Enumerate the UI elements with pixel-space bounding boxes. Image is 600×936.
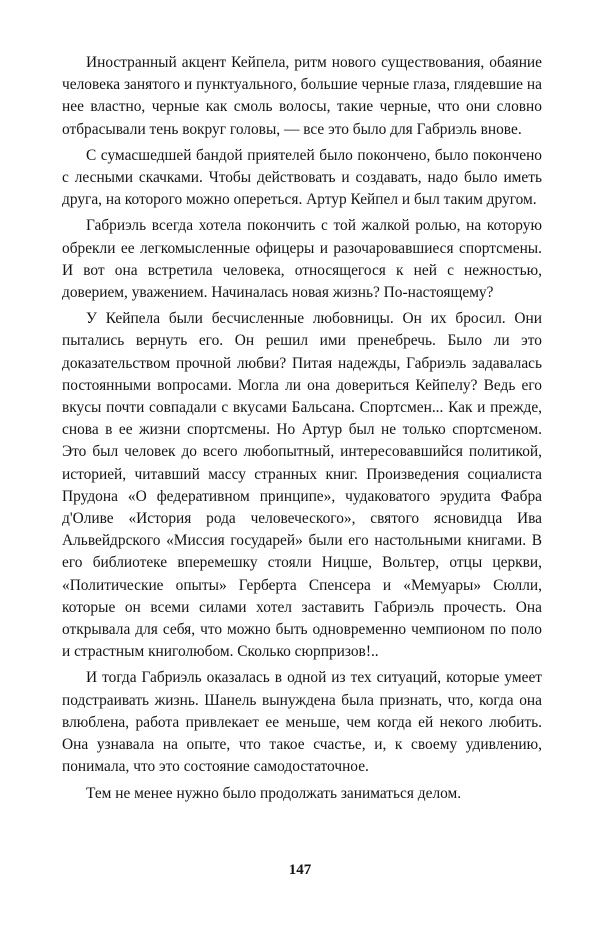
paragraph: Иностранный акцент Кейпела, ритм нового существования, обаяние человека занятого и пунктуального, большие черные глаза, глядевшие на нее властно, черные как смоль волосы, такие черные, что они словно отбрасывали тень вокруг головы, — все это было для Габриэль вновe.: [62, 54, 542, 138]
paragraph: Габриэль всегда хотела покончить с той жалкой ролью, на которую обрекли ее легкомысленные офицеры и разочаровавшиеся спортсмены. И вот она встретила человека, относящегося к ней с нежностью, доверием, уважением. Начиналась новая жизнь? По-настоящему?: [62, 217, 542, 302]
page-number: 147: [288, 862, 312, 878]
paragraph: У Кейпела были бесчисленные любовницы. Он их бросил. Они пытались вернуть его. Он решил ими пренебречь. Было ли это доказательством прочной любви? Питая надежды, Габриэль задавалась постоянными вопросами. Могла ли она довериться Кейпелу? Ведь его вкусы почти совпадали с вкусами Бальсана. Спортсмен... Как и прежде, снова в ее жизни спортсмены. Но Артур был не только спортсменом. Это был человек до всего любопытный, интересовавшийся политикой, историей, читавший массу странных книг. Произведения социалиста Прудона «О федеративном принципе», чудаковатого эрудита Фабра д'Оливе «История рода человеческого», святого ясновидца Ива Альвейдрского «Миссия государей» были его настольными книгами. В его библиотеке вперемешку стояли Ницше, Вольтер, отцы церкви, «Политические опыты» Герберта Спенсера и «Мемуары» Сюлли, которые он всеми силами хотел заставить Габриэль прочесть. Она открывала для себя, что можно быть одновременно чемпионом по поло и страстным книголюбом. Сколько сюрпризов!..: [62, 310, 542, 661]
paragraph: И тогда Габриэль оказалась в одной из тех ситуаций, которые умеет подстраивать жизнь. Шанель вынуждена была признать, что, когда она влюблена, работа привлекает ее меньше, чем когда ей некого любить. Она узнавала на опыте, что такое счастье, и, к своему удивлению, понимала, что это состояние самодостаточное.: [62, 669, 542, 776]
body-text: [62, 52, 542, 809]
paragraph: С сумасшедшей бандой приятелей было покончено, было покончено с лесными скачками. Чтобы действовать и создавать, надо было иметь друга, на которого можно опереться. Артур Кейпел и был таким другом.: [62, 146, 542, 209]
paragraph: Тем не менее нужно было продолжать заниматься делом.: [86, 784, 462, 802]
